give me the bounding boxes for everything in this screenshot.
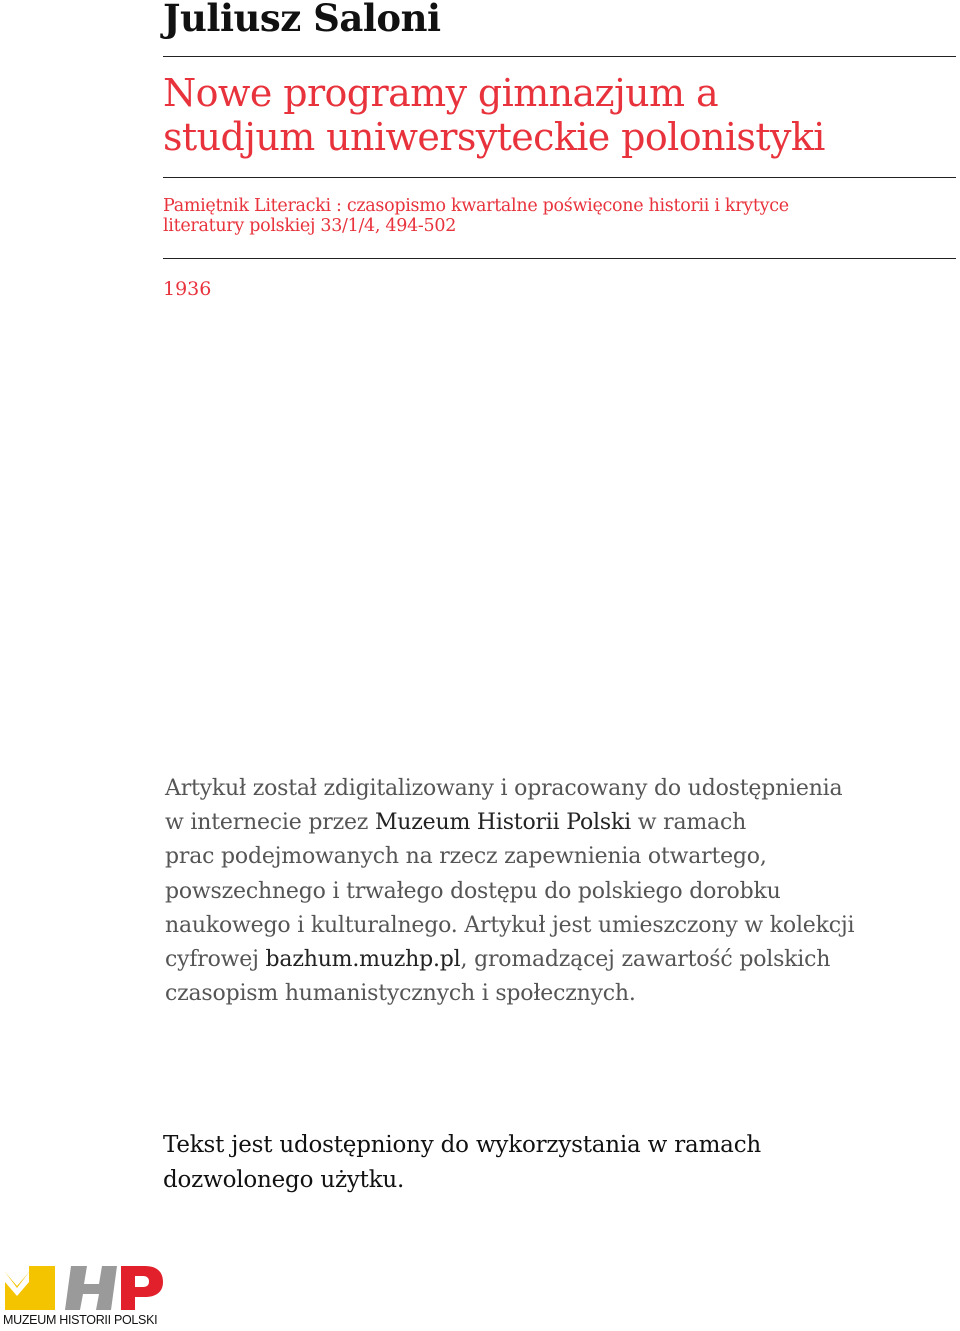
journal-source-line: literatury polskiej 33/1/4, 494-502 [163,216,457,236]
logo-letter-h [65,1266,117,1310]
notice-text: w internecie przez [165,810,375,836]
logo-letter-p [121,1266,163,1310]
notice-line [165,806,955,840]
article-title-line: Nowe programy gimnazjum a [163,71,719,115]
museum-logo-label: MUZEUM HISTORII POLSKI [3,1313,158,1327]
notice-line: prac podejmowanych na rzecz zapewnienia otwartego, [165,844,767,870]
notice-text: w ramach [630,810,747,836]
digitization-notice [165,772,955,1011]
notice-text: , gromadzącej zawartość polskich [460,947,831,973]
license-notice [163,1128,953,1197]
notice-line: czasopism humanistycznych i społecznych. [165,981,636,1007]
museum-logo-mark-icon [3,1266,165,1312]
author-name: Juliusz Saloni [163,0,441,40]
divider-middle [163,177,956,178]
organization-name: Muzeum Historii Polski [374,810,631,836]
article-title [163,71,953,159]
notice-line: Artykuł został zdigitalizowany i opracowany do udostępnienia [165,776,843,801]
article-title-line: studjum uniwersyteckie polonistyki [163,115,825,159]
notice-line: powszechnego i trwałego dostępu do polskiego dorobku [165,878,781,904]
license-line: Tekst jest udostępniony do wykorzystania w ramach [163,1132,761,1158]
collection-site-name: bazhum.muzhp.pl [265,947,461,973]
notice-line: naukowego i kulturalnego. Artykuł jest umieszczony w kolekcji [165,912,855,938]
publication-year: 1936 [163,278,212,300]
notice-text: cyfrowej [165,947,266,973]
notice-line [165,943,955,977]
museum-logo [3,1266,165,1328]
journal-source-line: Pamiętnik Literacki : czasopismo kwartalne poświęcone historii i krytyce [163,196,789,216]
license-line: dozwolonego użytku. [163,1166,405,1193]
divider-top [163,56,956,57]
journal-source [163,196,943,236]
divider-bottom [163,258,956,259]
